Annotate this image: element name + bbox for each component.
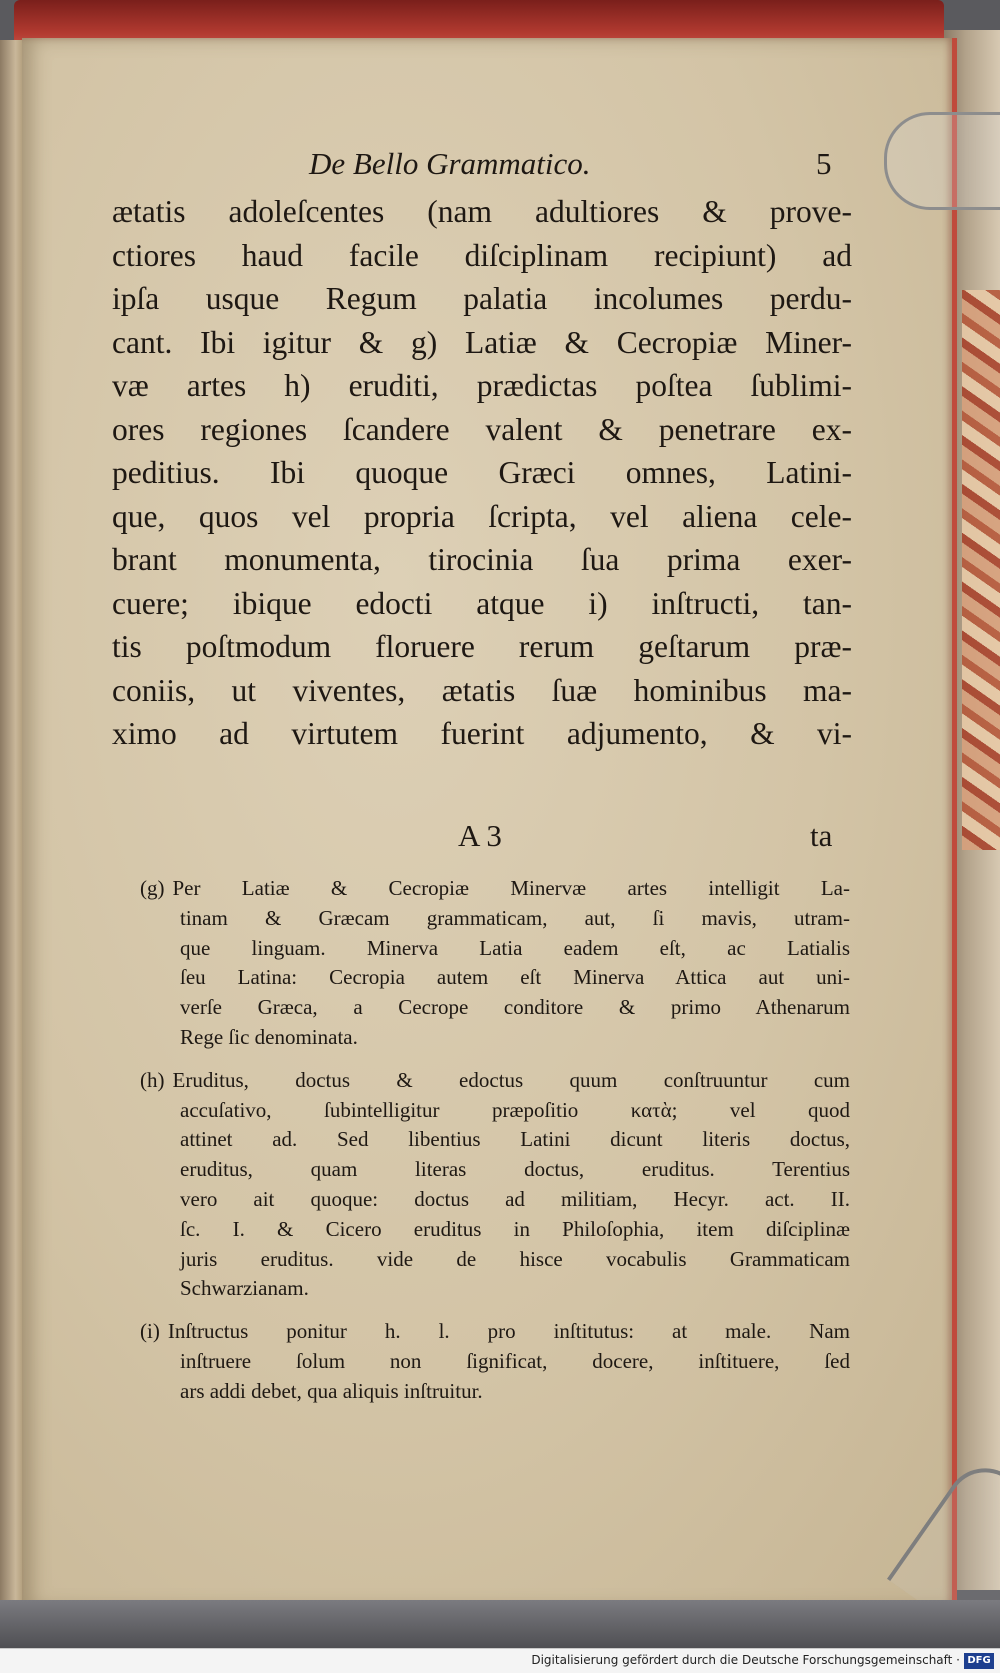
- footnote-line: juris eruditus. vide de hisce vocabulis Grammaticam: [180, 1246, 850, 1271]
- footnote-i: [140, 1317, 850, 1406]
- signature-row: [22, 818, 952, 858]
- text-line: cant. Ibi igitur & g) Latiæ & Cecropiæ Miner-: [112, 324, 852, 360]
- text-line: ctiores haud facile diſciplinam recipiunt) ad: [112, 237, 852, 273]
- footnote-h: [140, 1066, 850, 1304]
- text-line: ipſa usque Regum palatia incolumes perdu-: [112, 281, 852, 316]
- page-header: [22, 146, 952, 186]
- footnote-line: ſeu Latina: Cecropia autem eſt Minerva Attica aut uni-: [180, 965, 850, 990]
- footnote-line: [140, 1066, 850, 1096]
- page-number: 5: [816, 146, 832, 181]
- footnote-g: [140, 874, 850, 1053]
- footnote-line: tinam & Græcam grammaticam, aut, ſi mavis, utram-: [180, 905, 850, 930]
- footnote-line: Rege ſic denominata.: [180, 1024, 358, 1049]
- scanner-bed: [0, 1600, 1000, 1648]
- footnote-label: (h): [140, 1067, 165, 1092]
- text-line: coniis, ut viventes, ætatis ſuæ hominibus ma-: [112, 672, 852, 708]
- text-line: ores regiones ſcandere valent & penetrare ex-: [112, 411, 852, 447]
- text-line: væ artes h) eruditi, prædictas poſtea ſublimi-: [112, 368, 852, 403]
- footnotes: [140, 874, 850, 1420]
- footnote-line: Schwarzianam.: [180, 1276, 309, 1301]
- page-clip-top: [884, 112, 1000, 210]
- footnote-line: eruditus, quam literas doctus, eruditus. Terentius: [180, 1157, 850, 1182]
- text-line: brant monumenta, tirocinia ſua prima exer-: [112, 542, 852, 577]
- footnote-line: attinet ad. Sed libentius Latini dicunt literis doctus,: [180, 1127, 850, 1152]
- signature-mark: A 3: [458, 818, 502, 853]
- footnote-label: (i): [140, 1319, 160, 1344]
- footnote-line: inſtruere ſolum non ſignificat, docere, inſtituere, ſed: [180, 1348, 850, 1373]
- footnote-text: Eruditus, doctus & edoctus quum conſtruuntur cum: [172, 1067, 850, 1092]
- main-text: [112, 190, 852, 756]
- dfg-logo: DFG: [964, 1653, 994, 1669]
- footnote-line: que linguam. Minerva Latia eadem eſt, ac Latialis: [180, 935, 850, 960]
- text-line: tis poſtmodum floruere rerum geſtarum præ-: [112, 629, 852, 664]
- book-page: [22, 38, 957, 1608]
- footnote-line: [140, 874, 850, 904]
- text-line: que, quos vel propria ſcripta, vel aliena cele-: [112, 498, 852, 534]
- footnote-label: (g): [140, 876, 165, 900]
- footnote-line: vero ait quoque: doctus ad militiam, Hecyr. act. II.: [180, 1186, 850, 1211]
- footnote-text: Per Latiæ & Cecropiæ Minervæ artes intelligit La-: [172, 876, 850, 900]
- funding-credit: Digitalisierung gefördert durch die Deutsche Forschungsgemeinschaft ·: [531, 1653, 960, 1667]
- footnote-line: verſe Græca, a Cecrope conditore & primo Athenarum: [180, 995, 850, 1020]
- text-line: peditius. Ibi quoque Græci omnes, Latini-: [112, 455, 852, 490]
- text-line: cuere; ibique edocti atque i) inſtructi, tan-: [112, 585, 852, 621]
- footnote-line: ſc. I. & Cicero eruditus in Philoſophia, item diſciplinæ: [180, 1216, 850, 1241]
- running-head: De Bello Grammatico.: [309, 146, 591, 181]
- footnote-line: [140, 1317, 850, 1347]
- footnote-line: ars addi debet, qua aliquis inſtruitur.: [180, 1378, 483, 1403]
- text-line: ximo ad virtutem fuerint adjumento, & vi-: [112, 716, 852, 751]
- catchword: ta: [810, 818, 833, 853]
- marbled-endpaper: [962, 290, 1000, 850]
- text-line: ætatis adoleſcentes (nam adultiores & prove-: [112, 194, 852, 229]
- footnote-text: Inſtructus ponitur h. l. pro inſtitutus: at male. Nam: [167, 1319, 850, 1344]
- digitization-footer: [0, 1648, 1000, 1673]
- footnote-line: accuſativo, ſubintelligitur præpoſitio κατὰ; vel quod: [180, 1097, 850, 1122]
